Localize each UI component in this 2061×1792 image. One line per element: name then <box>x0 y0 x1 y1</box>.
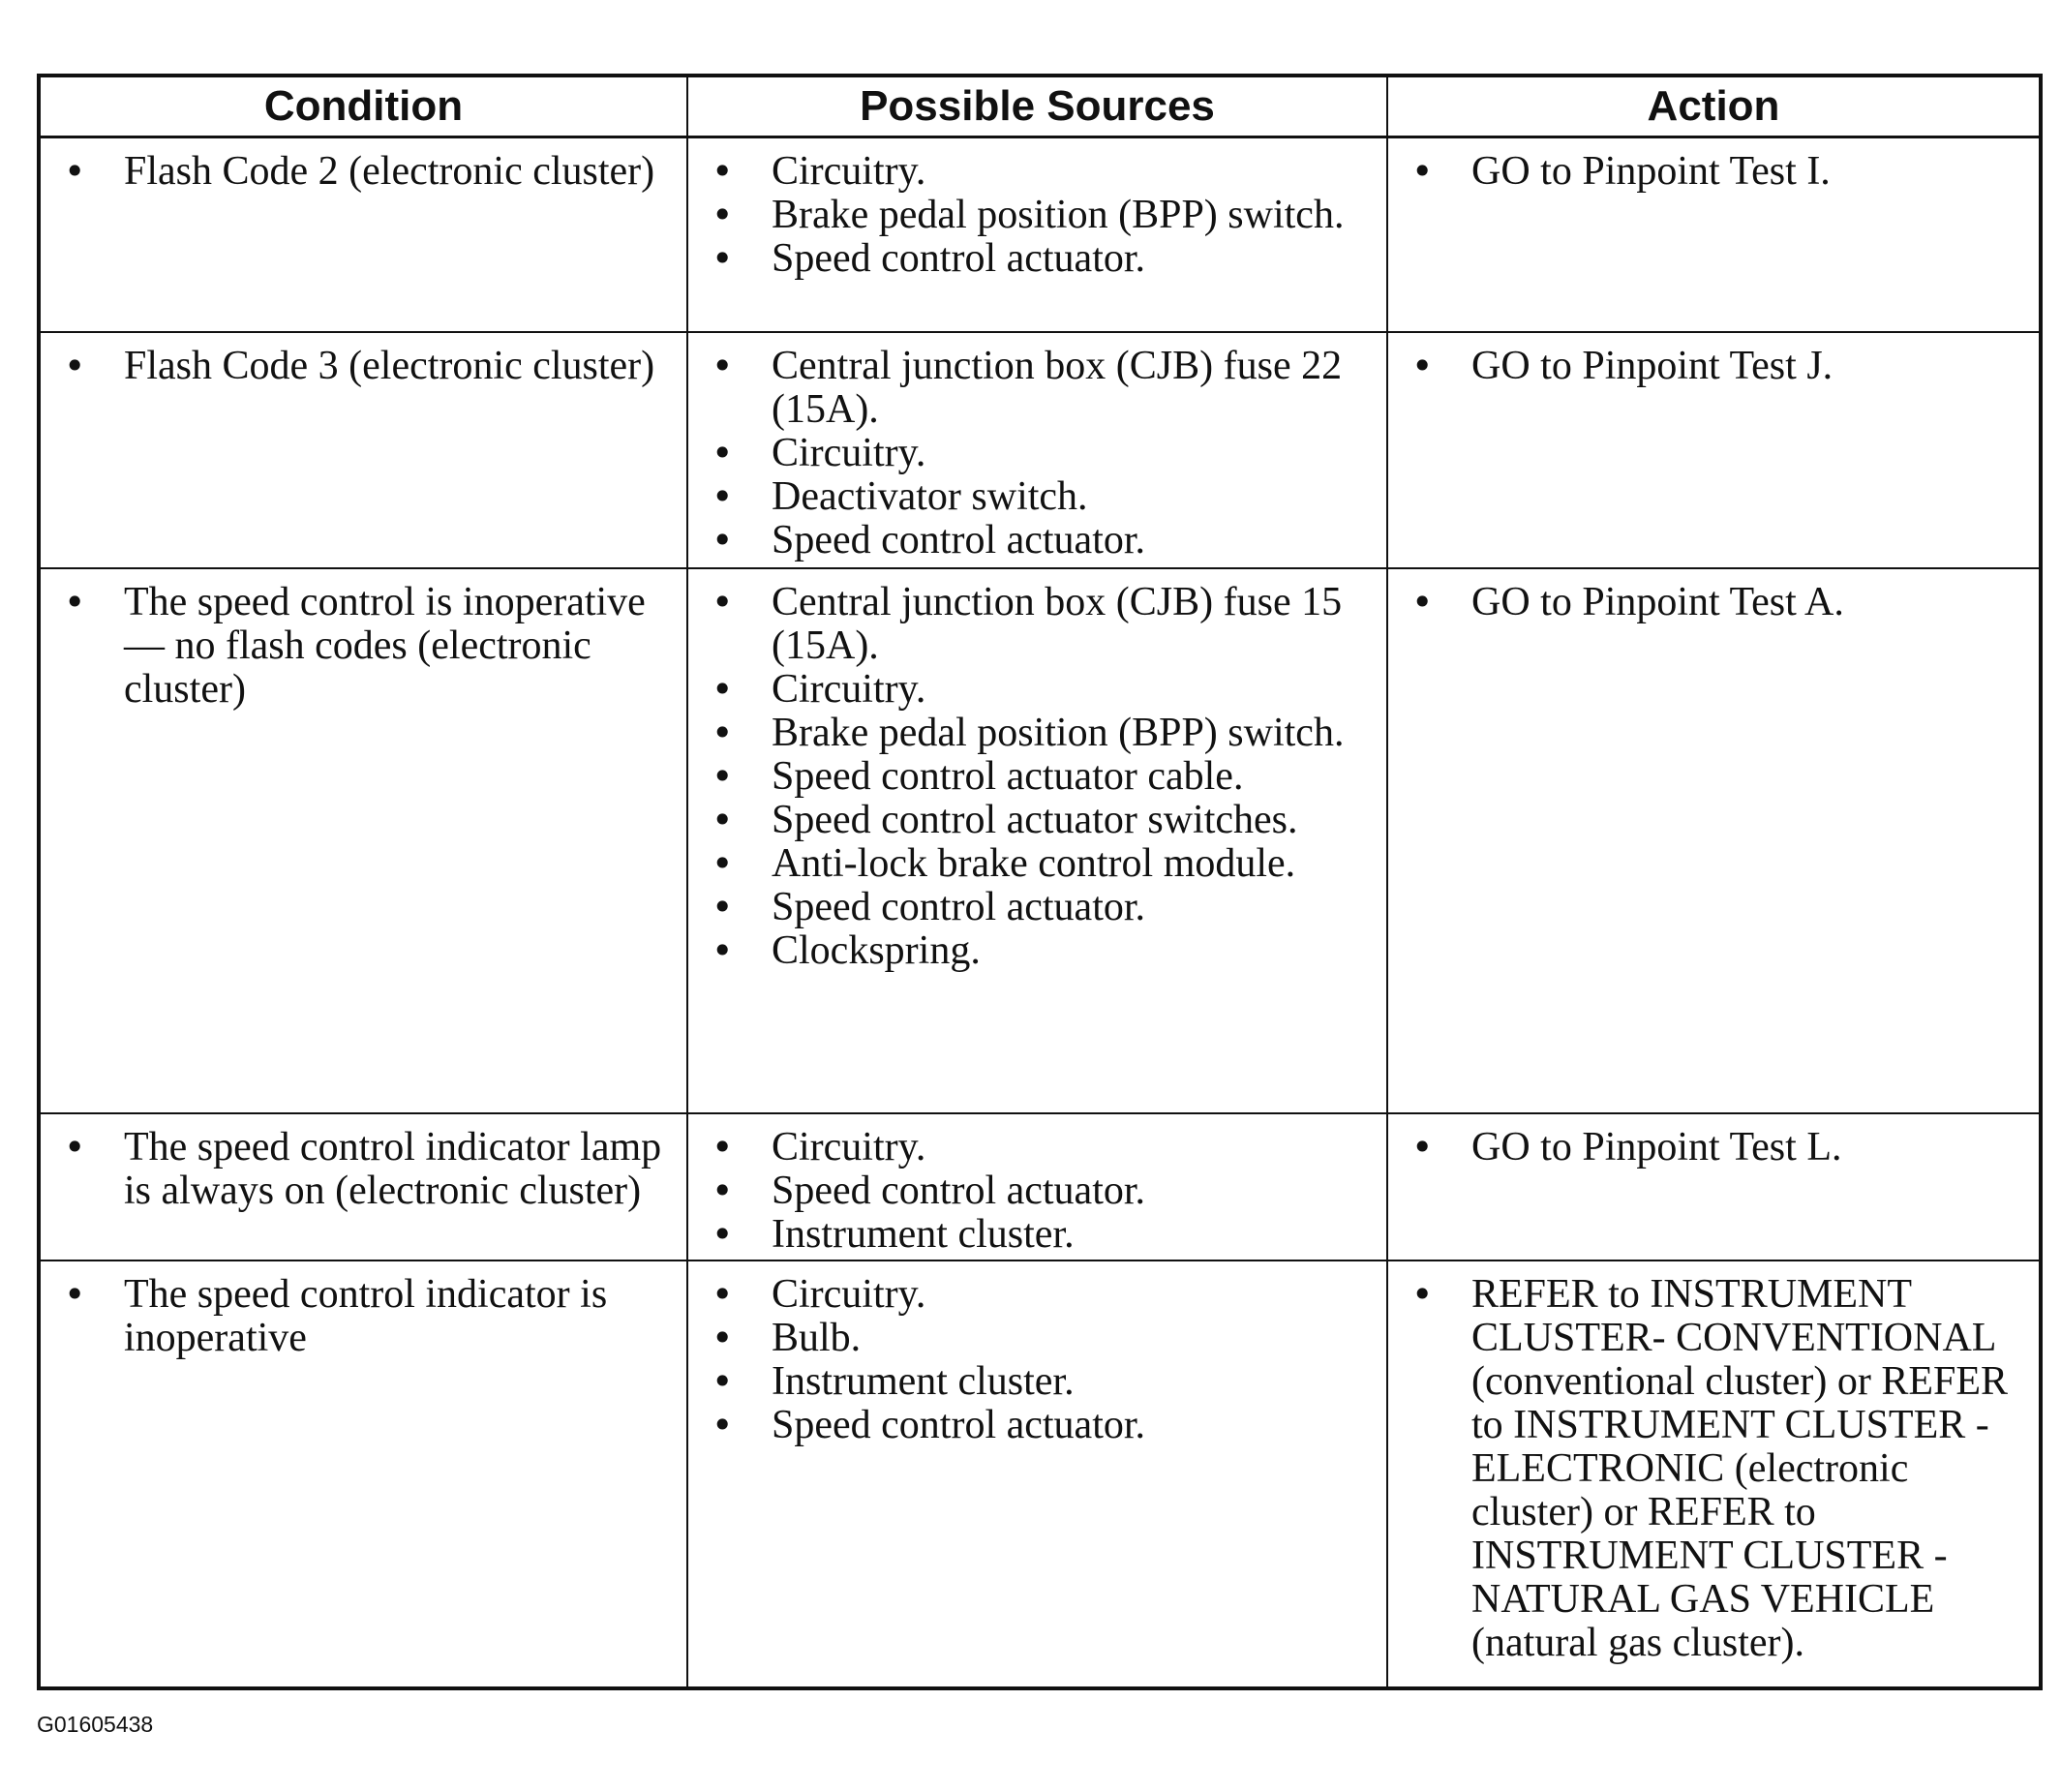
condition-text: • Flash Code 3 (electronic cluster) <box>54 345 673 388</box>
source-item: • Circuitry. <box>702 150 1373 194</box>
source-item: • Circuitry. <box>702 668 1373 712</box>
action-text: • GO to Pinpoint Test J. <box>1402 345 2025 388</box>
header-row <box>39 76 2041 137</box>
source-item: • Speed control actuator. <box>702 1169 1373 1213</box>
figure-id: G01605438 <box>37 1712 154 1737</box>
sources-cell <box>687 568 1387 1112</box>
source-item: • Clockspring. <box>702 929 1373 973</box>
sources-cell <box>687 332 1387 568</box>
diagnosis-table <box>37 74 2043 1690</box>
source-item: • Central junction box (CJB) fuse 15 (15A). <box>702 581 1373 668</box>
action-cell <box>1387 137 2041 333</box>
condition-cell <box>39 1113 687 1260</box>
source-item: • Speed control actuator switches. <box>702 799 1373 842</box>
table-row <box>39 568 2041 1112</box>
action-text: • GO to Pinpoint Test A. <box>1402 581 2025 624</box>
header-action: Action <box>1387 76 2041 137</box>
action-text: • GO to Pinpoint Test I. <box>1402 150 2025 194</box>
table-row <box>39 1113 2041 1260</box>
source-item: • Speed control actuator. <box>702 886 1373 929</box>
source-item: • Speed control actuator. <box>702 1404 1373 1447</box>
condition-cell <box>39 568 687 1112</box>
source-item: • Deactivator switch. <box>702 475 1373 519</box>
table-row <box>39 1260 2041 1688</box>
source-item: • Anti-lock brake control module. <box>702 842 1373 886</box>
source-item: • Circuitry. <box>702 1273 1373 1317</box>
action-cell <box>1387 1260 2041 1688</box>
condition-cell <box>39 332 687 568</box>
condition-text: • The speed control indicator lamp is always on (electronic cluster) <box>54 1126 673 1213</box>
condition-text: • The speed control is inoperative — no flash codes (electronic cluster) <box>54 581 673 712</box>
action-text: • REFER to INSTRUMENT CLUSTER- CONVENTIONAL (conventional cluster) or REFER to INSTRUMENT CLUSTER - ELECTRONIC (electronic cluster) or REFER to INSTRUMENT CLUSTER - NATURAL GAS VEHICLE (natural gas cluster). <box>1402 1273 2025 1665</box>
source-item: • Bulb. <box>702 1317 1373 1360</box>
condition-cell <box>39 1260 687 1688</box>
header-condition: Condition <box>39 76 687 137</box>
source-item: • Brake pedal position (BPP) switch. <box>702 712 1373 755</box>
action-cell <box>1387 568 2041 1112</box>
action-text: • GO to Pinpoint Test L. <box>1402 1126 2025 1169</box>
condition-cell <box>39 137 687 333</box>
source-item: • Circuitry. <box>702 1126 1373 1169</box>
source-item: • Brake pedal position (BPP) switch. <box>702 194 1373 237</box>
source-item: • Instrument cluster. <box>702 1213 1373 1257</box>
source-item: • Speed control actuator. <box>702 519 1373 562</box>
action-cell <box>1387 332 2041 568</box>
source-item: • Speed control actuator. <box>702 237 1373 281</box>
condition-text: • The speed control indicator is inoperative <box>54 1273 673 1360</box>
table-row <box>39 137 2041 333</box>
sources-cell <box>687 1260 1387 1688</box>
source-item: • Central junction box (CJB) fuse 22 (15A). <box>702 345 1373 432</box>
sources-cell <box>687 1113 1387 1260</box>
sources-cell <box>687 137 1387 333</box>
source-item: • Instrument cluster. <box>702 1360 1373 1404</box>
condition-text: • Flash Code 2 (electronic cluster) <box>54 150 673 194</box>
header-possible-sources: Possible Sources <box>687 76 1387 137</box>
source-item: • Speed control actuator cable. <box>702 755 1373 799</box>
action-cell <box>1387 1113 2041 1260</box>
source-item: • Circuitry. <box>702 432 1373 475</box>
table-row <box>39 332 2041 568</box>
